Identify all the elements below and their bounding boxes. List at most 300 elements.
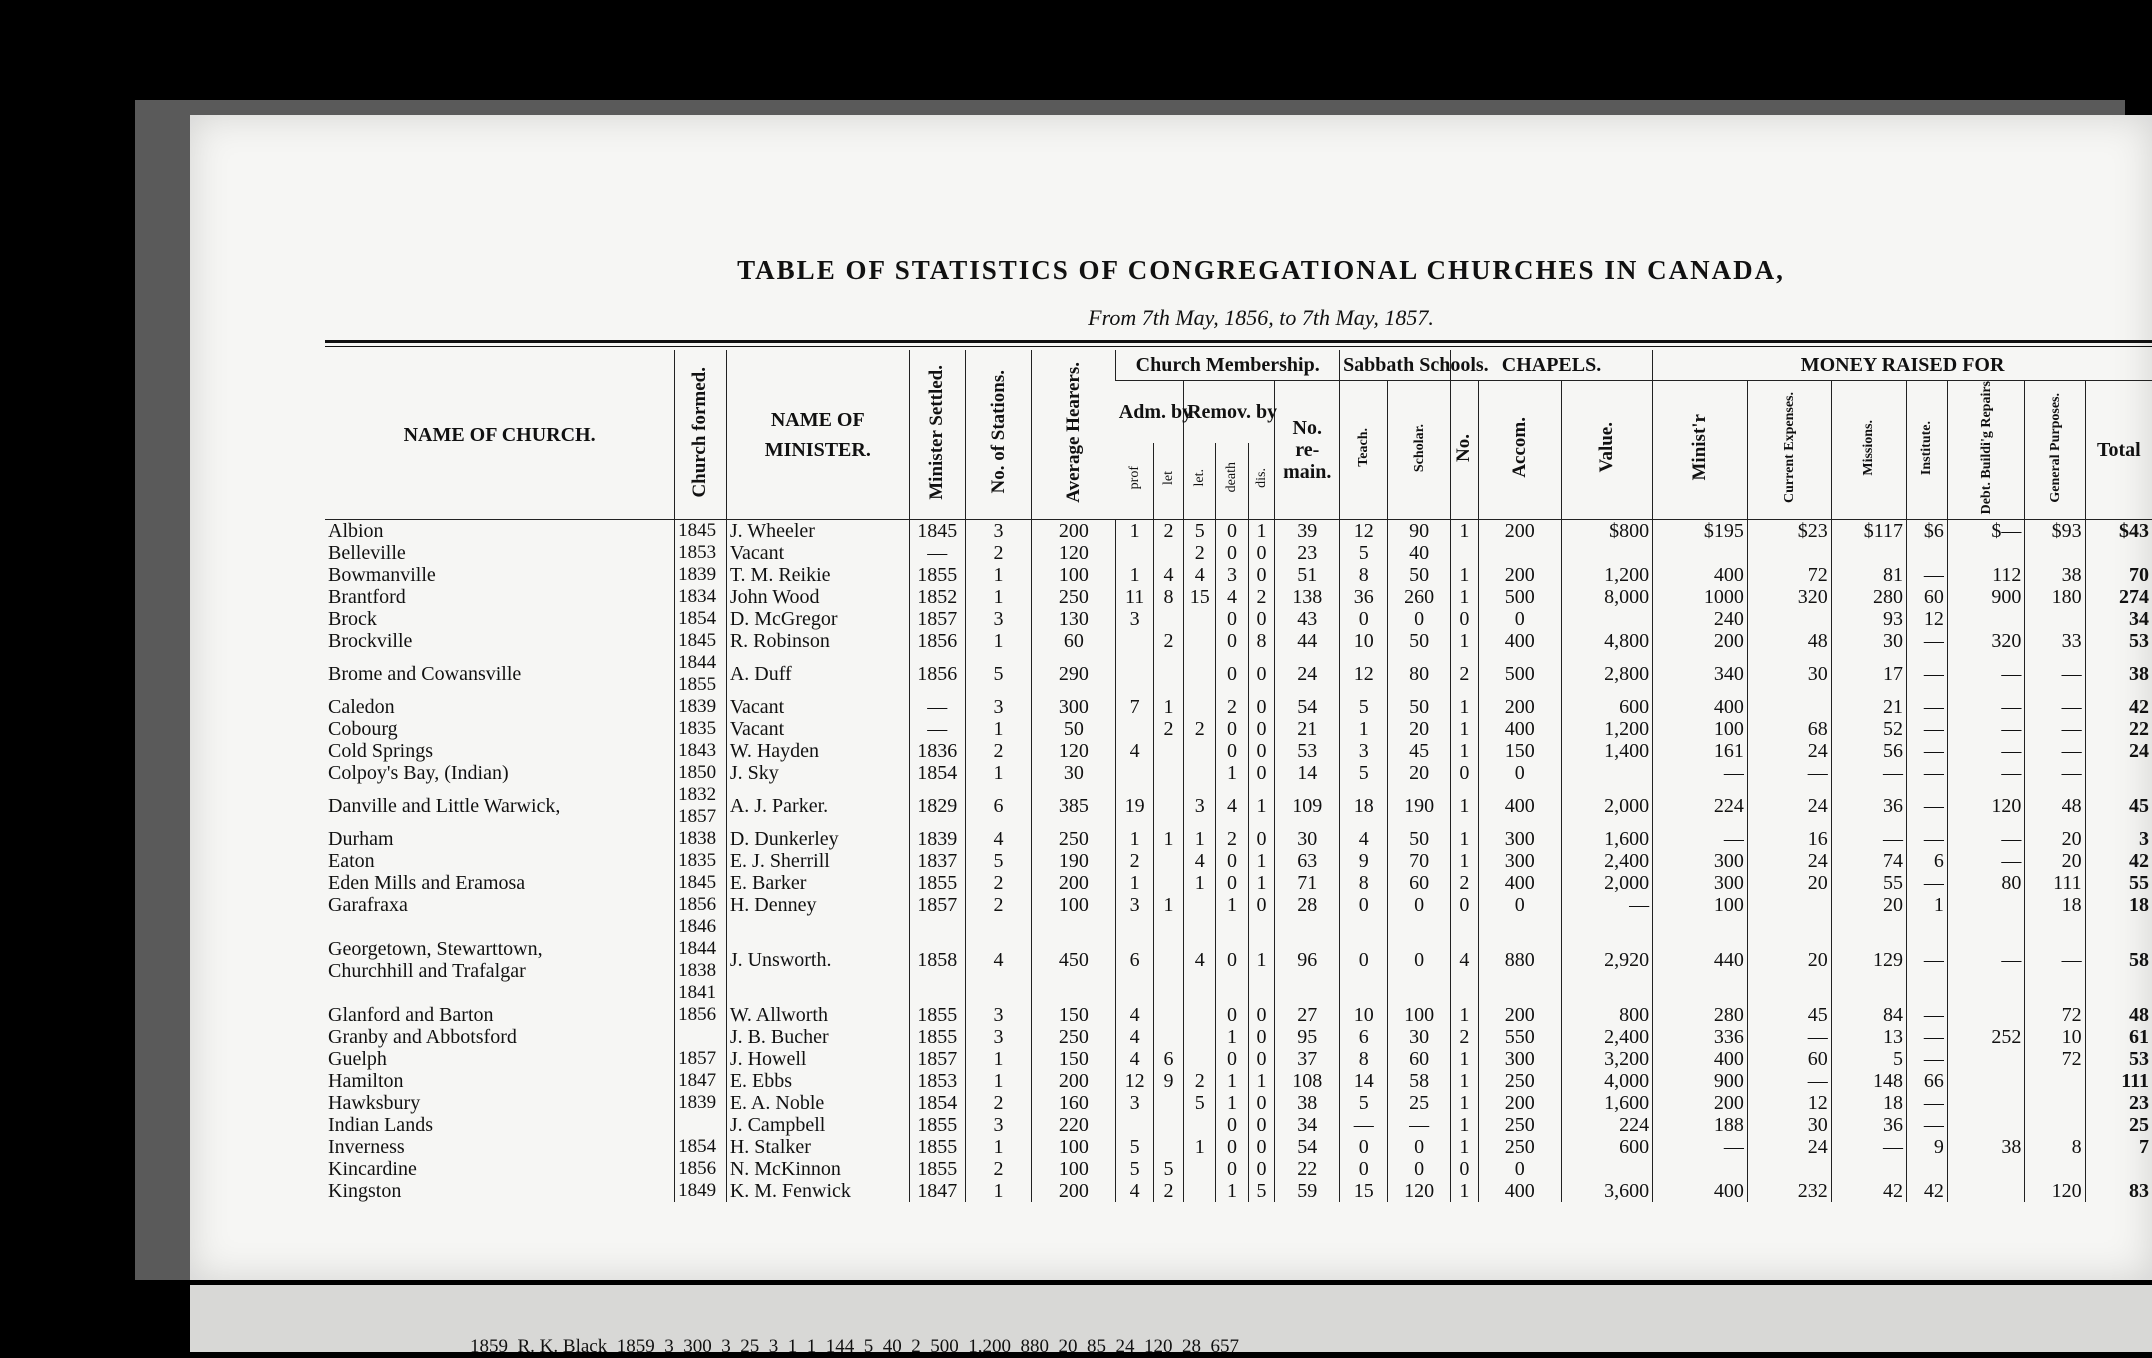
cell-debt: — bbox=[1947, 740, 2024, 762]
header-missions: Missions. bbox=[1831, 381, 1906, 520]
cell-value: 2,000 bbox=[1561, 872, 1652, 894]
cell-death: 2 bbox=[1216, 696, 1248, 718]
cell-death: 0 bbox=[1216, 740, 1248, 762]
cell-general bbox=[2025, 1158, 2085, 1180]
cell-ministr: — bbox=[1653, 1136, 1748, 1158]
cell-stations: 1 bbox=[965, 564, 1032, 586]
cell-ministr bbox=[1653, 542, 1748, 564]
cell-chno: 1 bbox=[1450, 1004, 1478, 1026]
cell-institute: — bbox=[1907, 630, 1948, 652]
cell-dis: 0 bbox=[1248, 652, 1275, 696]
cell-debt bbox=[1947, 1158, 2024, 1180]
header-rule bbox=[325, 340, 2152, 343]
cell-value bbox=[1561, 1158, 1652, 1180]
table-row bbox=[325, 740, 2152, 762]
cell-debt bbox=[1947, 1180, 2024, 1202]
cell-dis: 0 bbox=[1248, 1136, 1275, 1158]
cell-death: 0 bbox=[1216, 630, 1248, 652]
table-row bbox=[325, 520, 2152, 543]
cell-value bbox=[1561, 542, 1652, 564]
cell-debt bbox=[1947, 1048, 2024, 1070]
cell-teach: 9 bbox=[1340, 850, 1388, 872]
header-sabbath-schools: Sabbath Schools. bbox=[1340, 350, 1451, 381]
header-prof: prof bbox=[1116, 443, 1154, 520]
cell-dis: 0 bbox=[1248, 542, 1275, 564]
cell-scholars: 0 bbox=[1388, 1136, 1450, 1158]
cell-accom: 300 bbox=[1478, 1048, 1561, 1070]
cell-chno: 0 bbox=[1450, 762, 1478, 784]
cell-value: 600 bbox=[1561, 1136, 1652, 1158]
cell-remain: 63 bbox=[1275, 850, 1340, 872]
cell-death: 0 bbox=[1216, 608, 1248, 630]
cell-prof: 1 bbox=[1116, 564, 1154, 586]
cell-scholars: 60 bbox=[1388, 872, 1450, 894]
cell-institute: 12 bbox=[1907, 608, 1948, 630]
cell-general bbox=[2025, 608, 2085, 630]
cell-current bbox=[1747, 696, 1831, 718]
cell-dis: 0 bbox=[1248, 718, 1275, 740]
cell-hearers: 150 bbox=[1032, 1048, 1116, 1070]
cell-let2: 4 bbox=[1184, 916, 1216, 1004]
cell-total: 3 bbox=[2085, 828, 2152, 850]
header-name-of-minister: NAME OF MINISTER. bbox=[726, 350, 909, 520]
cell-dis: 0 bbox=[1248, 828, 1275, 850]
cell-total: 7 bbox=[2085, 1136, 2152, 1158]
cell-dis: 0 bbox=[1248, 696, 1275, 718]
cell-missions: 30 bbox=[1831, 630, 1906, 652]
cell-general: 72 bbox=[2025, 1048, 2085, 1070]
cell-debt: 252 bbox=[1947, 1026, 2024, 1048]
cell-death: 0 bbox=[1216, 1136, 1248, 1158]
cell-stations: 2 bbox=[965, 740, 1032, 762]
cell-hearers: 100 bbox=[1032, 1136, 1116, 1158]
cell-stations: 2 bbox=[965, 872, 1032, 894]
table-row bbox=[325, 564, 2152, 586]
cell-general bbox=[2025, 542, 2085, 564]
cell-accom: 300 bbox=[1478, 828, 1561, 850]
cell-church: Cold Springs bbox=[328, 740, 434, 763]
table-row bbox=[325, 608, 2152, 630]
cell-debt bbox=[1947, 608, 2024, 630]
cell-settled: 1829 bbox=[909, 784, 965, 828]
cell-remain: 54 bbox=[1275, 696, 1340, 718]
cell-accom: 250 bbox=[1478, 1070, 1561, 1092]
cell-dis: 0 bbox=[1248, 564, 1275, 586]
cell-stations: 6 bbox=[965, 784, 1032, 828]
cell-prof bbox=[1116, 652, 1154, 696]
cell-total: 48 bbox=[2085, 1004, 2152, 1026]
cell-church: Inverness bbox=[328, 1136, 405, 1159]
cell-ministr: — bbox=[1653, 762, 1748, 784]
cell-dis: 0 bbox=[1248, 740, 1275, 762]
cell-current: 45 bbox=[1747, 1004, 1831, 1026]
cell-chno: 1 bbox=[1450, 740, 1478, 762]
cell-current: 320 bbox=[1747, 586, 1831, 608]
cell-missions: 13 bbox=[1831, 1026, 1906, 1048]
cell-prof: 5 bbox=[1116, 1158, 1154, 1180]
cell-church: Eden Mills and Eramosa bbox=[328, 872, 526, 895]
cell-accom: 250 bbox=[1478, 1114, 1561, 1136]
cell-teach: 0 bbox=[1340, 1158, 1388, 1180]
cell-death: 0 bbox=[1216, 652, 1248, 696]
cell-teach: 0 bbox=[1340, 894, 1388, 916]
cell-general: $93 bbox=[2025, 520, 2085, 543]
cell-scholars: 0 bbox=[1388, 608, 1450, 630]
cell-let bbox=[1153, 1092, 1183, 1114]
cell-missions: 17 bbox=[1831, 652, 1906, 696]
cell-value: 4,000 bbox=[1561, 1070, 1652, 1092]
cell-remain: 24 bbox=[1275, 652, 1340, 696]
table-row bbox=[325, 1004, 2152, 1026]
header-institute: Institute. bbox=[1907, 381, 1948, 520]
cell-value: 8,000 bbox=[1561, 586, 1652, 608]
cell-institute: — bbox=[1907, 762, 1948, 784]
cell-minister: D. Dunkerley bbox=[726, 828, 909, 850]
cell-missions: 81 bbox=[1831, 564, 1906, 586]
cell-remain: 21 bbox=[1275, 718, 1340, 740]
cell-let: 1 bbox=[1153, 828, 1183, 850]
cell-hearers: 250 bbox=[1032, 1026, 1116, 1048]
cell-minister: E. A. Noble bbox=[726, 1092, 909, 1114]
cell-accom: 300 bbox=[1478, 850, 1561, 872]
table-row bbox=[325, 1136, 2152, 1158]
cell-current: 48 bbox=[1747, 630, 1831, 652]
table-row bbox=[325, 1070, 2152, 1092]
cell-let2: 2 bbox=[1184, 542, 1216, 564]
cell-scholars: 100 bbox=[1388, 1004, 1450, 1026]
cell-prof: 4 bbox=[1116, 1048, 1154, 1070]
cell-institute: — bbox=[1907, 1048, 1948, 1070]
cell-scholars: 120 bbox=[1388, 1180, 1450, 1202]
cell-debt: 320 bbox=[1947, 630, 2024, 652]
cell-accom: 150 bbox=[1478, 740, 1561, 762]
cell-total: 58 bbox=[2085, 916, 2152, 1004]
cell-ministr: 280 bbox=[1653, 1004, 1748, 1026]
cell-total: 274 bbox=[2085, 586, 2152, 608]
cell-debt: $— bbox=[1947, 520, 2024, 543]
cell-hearers: 100 bbox=[1032, 1158, 1116, 1180]
cell-total: 111 bbox=[2085, 1070, 2152, 1092]
cell-prof: 3 bbox=[1116, 894, 1154, 916]
cell-settled: — bbox=[909, 542, 965, 564]
cell-institute: 66 bbox=[1907, 1070, 1948, 1092]
cell-let2: 15 bbox=[1184, 586, 1216, 608]
cell-church: Georgetown, Stewarttown, Churchhill and Trafalgar bbox=[328, 938, 543, 983]
cell-prof: 3 bbox=[1116, 1092, 1154, 1114]
cell-stations: 3 bbox=[965, 696, 1032, 718]
cell-settled: 1852 bbox=[909, 586, 965, 608]
cell-formed: 1839 bbox=[675, 1092, 727, 1114]
cell-scholars: 25 bbox=[1388, 1092, 1450, 1114]
cell-value: 2,400 bbox=[1561, 1026, 1652, 1048]
cell-total: 42 bbox=[2085, 850, 2152, 872]
cell-total: 53 bbox=[2085, 630, 2152, 652]
cell-accom: 0 bbox=[1478, 762, 1561, 784]
cell-death: 2 bbox=[1216, 828, 1248, 850]
cell-general: 20 bbox=[2025, 850, 2085, 872]
cell-total: 22 bbox=[2085, 718, 2152, 740]
cell-debt bbox=[1947, 1114, 2024, 1136]
cell-debt bbox=[1947, 1092, 2024, 1114]
cell-hearers: 160 bbox=[1032, 1092, 1116, 1114]
cell-prof: 1 bbox=[1116, 872, 1154, 894]
cell-let2: 1 bbox=[1184, 1136, 1216, 1158]
cell-remain: 51 bbox=[1275, 564, 1340, 586]
cell-value: 2,400 bbox=[1561, 850, 1652, 872]
cell-formed: 1835 bbox=[675, 850, 727, 872]
cell-formed: 1856 bbox=[675, 1004, 727, 1026]
cell-death: 1 bbox=[1216, 1026, 1248, 1048]
cell-missions: 93 bbox=[1831, 608, 1906, 630]
cell-total: 42 bbox=[2085, 696, 2152, 718]
cell-dis: 1 bbox=[1248, 520, 1275, 543]
cell-let: 6 bbox=[1153, 1048, 1183, 1070]
cell-church: Brockville bbox=[328, 630, 413, 653]
cell-teach: 15 bbox=[1340, 1180, 1388, 1202]
header-no-remain: No. re-main. bbox=[1275, 381, 1340, 520]
cell-church: Hawksbury bbox=[328, 1092, 421, 1115]
cell-minister: J. B. Bucher bbox=[726, 1026, 909, 1048]
header-debt: Debt. Buildi'g Repairs bbox=[1947, 381, 2024, 520]
cell-stations: 1 bbox=[965, 1180, 1032, 1202]
cell-total: $43 bbox=[2085, 520, 2152, 543]
cell-minister: H. Denney bbox=[726, 894, 909, 916]
cell-formed: 1849 bbox=[675, 1180, 727, 1202]
cell-death: 0 bbox=[1216, 850, 1248, 872]
cell-scholars: 50 bbox=[1388, 828, 1450, 850]
cell-teach: 18 bbox=[1340, 784, 1388, 828]
cell-remain: 38 bbox=[1275, 1092, 1340, 1114]
cell-let bbox=[1153, 652, 1183, 696]
cell-institute: — bbox=[1907, 1004, 1948, 1026]
cell-general: — bbox=[2025, 718, 2085, 740]
cell-remain: 96 bbox=[1275, 916, 1340, 1004]
cell-formed: 1850 bbox=[675, 762, 727, 784]
cell-value: 1,200 bbox=[1561, 564, 1652, 586]
cell-general: 111 bbox=[2025, 872, 2085, 894]
cell-hearers: 50 bbox=[1032, 718, 1116, 740]
cell-chno: 1 bbox=[1450, 1048, 1478, 1070]
cell-scholars: 60 bbox=[1388, 1048, 1450, 1070]
cell-chno: 1 bbox=[1450, 1180, 1478, 1202]
cell-let2 bbox=[1184, 1158, 1216, 1180]
cell-church: Brock bbox=[328, 608, 377, 631]
cell-formed: 1839 bbox=[675, 564, 727, 586]
cell-dis: 0 bbox=[1248, 1048, 1275, 1070]
cell-missions: 84 bbox=[1831, 1004, 1906, 1026]
cell-ministr: 1000 bbox=[1653, 586, 1748, 608]
cell-prof bbox=[1116, 1114, 1154, 1136]
cell-scholars: 0 bbox=[1388, 916, 1450, 1004]
cell-chno: 1 bbox=[1450, 1070, 1478, 1092]
cell-settled: 1857 bbox=[909, 608, 965, 630]
cell-settled: 1839 bbox=[909, 828, 965, 850]
cell-minister: R. Robinson bbox=[726, 630, 909, 652]
cell-debt: 120 bbox=[1947, 784, 2024, 828]
cell-teach: 5 bbox=[1340, 762, 1388, 784]
cell-current: 60 bbox=[1747, 1048, 1831, 1070]
cell-hearers: 100 bbox=[1032, 564, 1116, 586]
cell-hearers: 190 bbox=[1032, 850, 1116, 872]
cell-formed: 1854 bbox=[675, 608, 727, 630]
cell-scholars: 190 bbox=[1388, 784, 1450, 828]
cell-current: 24 bbox=[1747, 850, 1831, 872]
cell-debt: — bbox=[1947, 850, 2024, 872]
cell-minister: J. Howell bbox=[726, 1048, 909, 1070]
table-row bbox=[325, 542, 2152, 564]
cell-scholars: 58 bbox=[1388, 1070, 1450, 1092]
cell-institute: 1 bbox=[1907, 894, 1948, 916]
cell-teach: 3 bbox=[1340, 740, 1388, 762]
cell-current: 68 bbox=[1747, 718, 1831, 740]
cell-total: 23 bbox=[2085, 1092, 2152, 1114]
cell-accom: 200 bbox=[1478, 1004, 1561, 1026]
cell-ministr: 161 bbox=[1653, 740, 1748, 762]
cell-let bbox=[1153, 1114, 1183, 1136]
cell-stations: 1 bbox=[965, 1048, 1032, 1070]
cell-stations: 2 bbox=[965, 894, 1032, 916]
cell-value: — bbox=[1561, 894, 1652, 916]
cell-ministr: 240 bbox=[1653, 608, 1748, 630]
cell-death: 0 bbox=[1216, 1158, 1248, 1180]
cell-dis: 0 bbox=[1248, 1158, 1275, 1180]
cell-ministr: 224 bbox=[1653, 784, 1748, 828]
cell-accom: 500 bbox=[1478, 586, 1561, 608]
cell-let2 bbox=[1184, 1180, 1216, 1202]
cell-value bbox=[1561, 762, 1652, 784]
cell-general: 33 bbox=[2025, 630, 2085, 652]
cell-current: 30 bbox=[1747, 1114, 1831, 1136]
cell-prof bbox=[1116, 718, 1154, 740]
cell-accom: 0 bbox=[1478, 1158, 1561, 1180]
cell-formed: 1846 1844 1838 1841 bbox=[675, 916, 727, 1004]
cell-debt bbox=[1947, 542, 2024, 564]
cell-institute bbox=[1907, 1158, 1948, 1180]
cell-general: 18 bbox=[2025, 894, 2085, 916]
cell-stations: 1 bbox=[965, 762, 1032, 784]
cell-accom: 880 bbox=[1478, 916, 1561, 1004]
cell-total: 45 bbox=[2085, 784, 2152, 828]
cell-prof: 4 bbox=[1116, 1180, 1154, 1202]
cell-let2: 4 bbox=[1184, 564, 1216, 586]
cell-scholars: 0 bbox=[1388, 1158, 1450, 1180]
cell-stations: 1 bbox=[965, 1070, 1032, 1092]
cell-minister: T. M. Reikie bbox=[726, 564, 909, 586]
header-dis: dis. bbox=[1248, 443, 1275, 520]
cell-scholars: 50 bbox=[1388, 564, 1450, 586]
cell-institute: — bbox=[1907, 564, 1948, 586]
cell-dis: 2 bbox=[1248, 586, 1275, 608]
cell-scholars: 30 bbox=[1388, 1026, 1450, 1048]
cell-chno: 1 bbox=[1450, 850, 1478, 872]
cell-remain: 28 bbox=[1275, 894, 1340, 916]
cell-ministr: 336 bbox=[1653, 1026, 1748, 1048]
cell-hearers: 120 bbox=[1032, 740, 1116, 762]
cell-missions: 148 bbox=[1831, 1070, 1906, 1092]
header-teach: Teach. bbox=[1340, 381, 1388, 520]
cell-settled: 1856 bbox=[909, 652, 965, 696]
cell-remain: 54 bbox=[1275, 1136, 1340, 1158]
cell-general: 48 bbox=[2025, 784, 2085, 828]
cell-formed: 1844 1855 bbox=[675, 652, 727, 696]
cell-settled: — bbox=[909, 696, 965, 718]
cell-let bbox=[1153, 850, 1183, 872]
cell-church: Granby and Abbotsford bbox=[328, 1026, 517, 1049]
table-row bbox=[325, 828, 2152, 850]
cell-let2: 5 bbox=[1184, 1092, 1216, 1114]
cell-institute: 60 bbox=[1907, 586, 1948, 608]
cell-institute: — bbox=[1907, 718, 1948, 740]
cell-stations: 3 bbox=[965, 1114, 1032, 1136]
cell-institute: 42 bbox=[1907, 1180, 1948, 1202]
table-row bbox=[325, 872, 2152, 894]
cell-institute: — bbox=[1907, 652, 1948, 696]
cell-current: 12 bbox=[1747, 1092, 1831, 1114]
cell-current: 30 bbox=[1747, 652, 1831, 696]
cell-formed: 1845 bbox=[675, 520, 727, 543]
cell-minister: John Wood bbox=[726, 586, 909, 608]
header-money-raised-for: MONEY RAISED FOR bbox=[1653, 350, 2152, 381]
cell-dis: 1 bbox=[1248, 784, 1275, 828]
cell-general: — bbox=[2025, 916, 2085, 1004]
cell-teach: 5 bbox=[1340, 542, 1388, 564]
table-row bbox=[325, 1114, 2152, 1136]
cell-church: Guelph bbox=[328, 1048, 387, 1071]
cell-minister: J. Campbell bbox=[726, 1114, 909, 1136]
cell-let bbox=[1153, 1026, 1183, 1048]
cell-death: 1 bbox=[1216, 762, 1248, 784]
cell-value: 224 bbox=[1561, 1114, 1652, 1136]
cell-let: 2 bbox=[1153, 1180, 1183, 1202]
header-remov-by: Remov. by bbox=[1184, 381, 1275, 443]
cell-ministr: 200 bbox=[1653, 1092, 1748, 1114]
cell-value: 600 bbox=[1561, 696, 1652, 718]
cell-death: 3 bbox=[1216, 564, 1248, 586]
cell-accom bbox=[1478, 542, 1561, 564]
cell-let bbox=[1153, 1136, 1183, 1158]
cell-general: 38 bbox=[2025, 564, 2085, 586]
cell-death: 0 bbox=[1216, 1114, 1248, 1136]
cell-dis: 0 bbox=[1248, 762, 1275, 784]
cell-remain: 44 bbox=[1275, 630, 1340, 652]
cell-church: Bowmanville bbox=[328, 564, 436, 587]
cell-debt: — bbox=[1947, 916, 2024, 1004]
cell-formed: 1856 bbox=[675, 1158, 727, 1180]
cell-scholars: 45 bbox=[1388, 740, 1450, 762]
cell-current: 232 bbox=[1747, 1180, 1831, 1202]
table-row bbox=[325, 784, 2152, 828]
cell-value: 1,400 bbox=[1561, 740, 1652, 762]
cell-death: 0 bbox=[1216, 916, 1248, 1004]
cell-chno: 1 bbox=[1450, 630, 1478, 652]
cell-accom: 400 bbox=[1478, 784, 1561, 828]
cell-formed: 1832 1857 bbox=[675, 784, 727, 828]
cell-value: 3,200 bbox=[1561, 1048, 1652, 1070]
cell-settled: 1855 bbox=[909, 1026, 965, 1048]
cell-let2 bbox=[1184, 762, 1216, 784]
cell-death: 4 bbox=[1216, 586, 1248, 608]
cell-hearers: 290 bbox=[1032, 652, 1116, 696]
cell-dis: 0 bbox=[1248, 1092, 1275, 1114]
cell-settled: 1855 bbox=[909, 872, 965, 894]
cell-minister: A. J. Parker. bbox=[726, 784, 909, 828]
cell-missions: — bbox=[1831, 1136, 1906, 1158]
cell-current bbox=[1747, 542, 1831, 564]
cell-formed: 1843 bbox=[675, 740, 727, 762]
cell-debt: — bbox=[1947, 696, 2024, 718]
cell-settled: 1836 bbox=[909, 740, 965, 762]
header-let-removed: let. bbox=[1184, 443, 1216, 520]
